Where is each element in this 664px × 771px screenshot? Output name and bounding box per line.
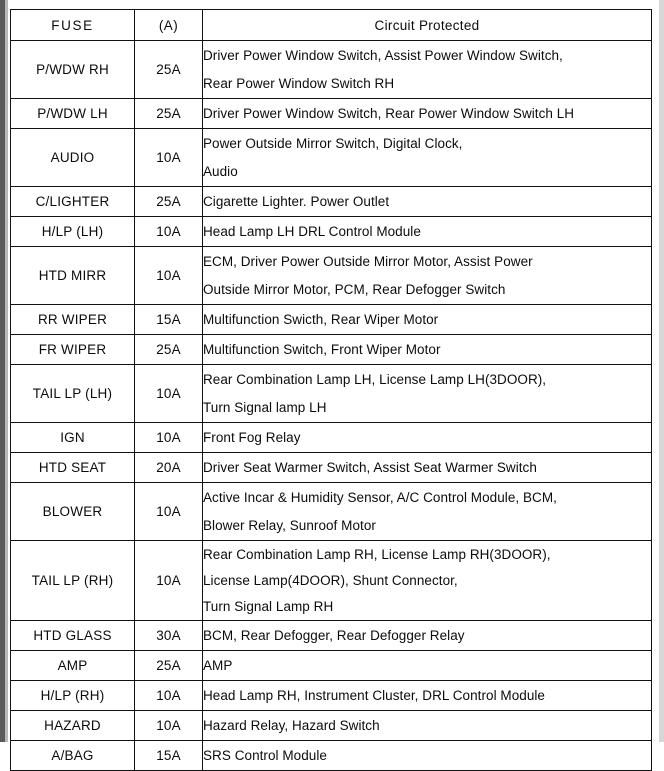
fuse-name-cell: H/LP (LH) — [11, 217, 135, 247]
fuse-amperage-cell: 25A — [135, 335, 203, 365]
circuit-protected-line: Hazard Relay, Hazard Switch — [203, 717, 380, 733]
circuit-protected-line: Active Incar & Humidity Sensor, A/C Control Module, BCM, — [203, 489, 557, 505]
circuit-protected-cell — [203, 41, 652, 99]
circuit-protected-cell — [203, 305, 652, 335]
fuse-amperage-cell: 10A — [135, 483, 203, 541]
table-header — [11, 10, 652, 41]
fuse-name-cell: C/LIGHTER — [11, 187, 135, 217]
column-header-circuit-protected: Circuit Protected — [203, 10, 652, 41]
circuit-protected-line: SRS Control Module — [203, 747, 327, 763]
circuit-protected-line: Rear Combination Lamp RH, License Lamp RH(3DOOR), — [203, 546, 551, 562]
circuit-protected-line: Blower Relay, Sunroof Motor — [203, 517, 376, 533]
column-header-amperage: (A) — [135, 10, 203, 41]
circuit-protected-cell — [203, 129, 652, 187]
fuse-amperage-cell: 15A — [135, 305, 203, 335]
table-row — [11, 621, 652, 651]
fuse-name-cell: A/BAG — [11, 741, 135, 771]
circuit-protected-line: Driver Power Window Switch, Assist Power Window Switch, — [203, 47, 563, 63]
table-row — [11, 681, 652, 711]
circuit-protected-cell — [203, 621, 652, 651]
fuse-name-cell: P/WDW LH — [11, 99, 135, 129]
circuit-protected-line: Front Fog Relay — [203, 429, 301, 445]
circuit-protected-cell — [203, 335, 652, 365]
fuse-name-cell: AMP — [11, 651, 135, 681]
table-row — [11, 423, 652, 453]
circuit-protected-line: BCM, Rear Defogger, Rear Defogger Relay — [203, 627, 465, 643]
fuse-name-cell: AUDIO — [11, 129, 135, 187]
circuit-protected-line: Audio — [203, 163, 238, 179]
table-row — [11, 365, 652, 423]
circuit-protected-line: License Lamp(4DOOR), Shunt Connector, — [203, 572, 458, 588]
table-row — [11, 711, 652, 741]
table-row — [11, 99, 652, 129]
fuse-name-cell: HTD MIRR — [11, 247, 135, 305]
table-row — [11, 247, 652, 305]
table-row — [11, 483, 652, 541]
circuit-protected-cell — [203, 247, 652, 305]
fuse-amperage-cell: 25A — [135, 99, 203, 129]
circuit-protected-line: Turn Signal Lamp RH — [203, 598, 334, 614]
circuit-protected-line: Cigarette Lighter. Power Outlet — [203, 193, 390, 209]
scan-edge-right — [659, 0, 664, 742]
circuit-protected-line: Head Lamp LH DRL Control Module — [203, 223, 421, 239]
table-body — [11, 41, 652, 771]
circuit-protected-cell — [203, 681, 652, 711]
fuse-name-cell: P/WDW RH — [11, 41, 135, 99]
fuse-amperage-cell: 10A — [135, 423, 203, 453]
fuse-name-cell: FR WIPER — [11, 335, 135, 365]
circuit-protected-line: Power Outside Mirror Switch, Digital Clock, — [203, 135, 463, 151]
circuit-protected-line: Multifunction Swicth, Rear Wiper Motor — [203, 311, 439, 327]
fuse-name-cell: RR WIPER — [11, 305, 135, 335]
circuit-protected-line: Turn Signal lamp LH — [203, 399, 327, 415]
fuse-name-cell: HAZARD — [11, 711, 135, 741]
fuse-name-cell: TAIL LP (RH) — [11, 541, 135, 621]
circuit-protected-line: Multifunction Switch, Front Wiper Motor — [203, 341, 441, 357]
circuit-protected-line: Rear Combination Lamp LH, License Lamp LH(3DOOR), — [203, 371, 547, 387]
table-row — [11, 305, 652, 335]
circuit-protected-cell — [203, 187, 652, 217]
circuit-protected-cell — [203, 711, 652, 741]
table-row — [11, 41, 652, 99]
fuse-amperage-cell: 10A — [135, 711, 203, 741]
table-row — [11, 651, 652, 681]
fuse-amperage-cell: 10A — [135, 247, 203, 305]
fuse-amperage-cell: 20A — [135, 453, 203, 483]
table-row — [11, 217, 652, 247]
fuse-name-cell: HTD SEAT — [11, 453, 135, 483]
fuse-amperage-cell: 10A — [135, 541, 203, 621]
circuit-protected-line: Head Lamp RH, Instrument Cluster, DRL Control Module — [203, 687, 545, 703]
circuit-protected-cell — [203, 541, 652, 621]
fuse-amperage-cell: 25A — [135, 651, 203, 681]
circuit-protected-line: AMP — [203, 657, 233, 673]
fuse-table — [10, 9, 652, 771]
circuit-protected-line: Outside Mirror Motor, PCM, Rear Defogger Switch — [203, 281, 506, 297]
circuit-protected-cell — [203, 423, 652, 453]
table-row — [11, 335, 652, 365]
fuse-amperage-cell: 15A — [135, 741, 203, 771]
circuit-protected-cell — [203, 217, 652, 247]
fuse-name-cell: IGN — [11, 423, 135, 453]
fuse-amperage-cell: 30A — [135, 621, 203, 651]
circuit-protected-cell — [203, 99, 652, 129]
header-row — [11, 10, 652, 41]
fuse-name-cell: BLOWER — [11, 483, 135, 541]
circuit-protected-line: Driver Power Window Switch, Rear Power Window Switch LH — [203, 105, 575, 121]
column-header-fuse: FUSE — [11, 10, 135, 41]
circuit-protected-line: ECM, Driver Power Outside Mirror Motor, Assist Power — [203, 253, 533, 269]
fuse-amperage-cell: 10A — [135, 129, 203, 187]
fuse-amperage-cell: 25A — [135, 41, 203, 99]
circuit-protected-cell — [203, 741, 652, 771]
fuse-name-cell: TAIL LP (LH) — [11, 365, 135, 423]
circuit-protected-cell — [203, 453, 652, 483]
table-row — [11, 741, 652, 771]
table-row — [11, 453, 652, 483]
circuit-protected-cell — [203, 651, 652, 681]
circuit-protected-cell — [203, 365, 652, 423]
scan-edge-left — [0, 0, 5, 742]
fuse-name-cell: HTD GLASS — [11, 621, 135, 651]
fuse-amperage-cell: 10A — [135, 365, 203, 423]
fuse-amperage-cell: 10A — [135, 681, 203, 711]
fuse-name-cell: H/LP (RH) — [11, 681, 135, 711]
table-row — [11, 187, 652, 217]
circuit-protected-line: Driver Seat Warmer Switch, Assist Seat Warmer Switch — [203, 459, 537, 475]
fuse-amperage-cell: 10A — [135, 217, 203, 247]
fuse-amperage-cell: 25A — [135, 187, 203, 217]
table-row — [11, 129, 652, 187]
circuit-protected-line: Rear Power Window Switch RH — [203, 75, 395, 91]
fuse-table-container — [10, 9, 651, 771]
circuit-protected-cell — [203, 483, 652, 541]
table-row — [11, 541, 652, 621]
